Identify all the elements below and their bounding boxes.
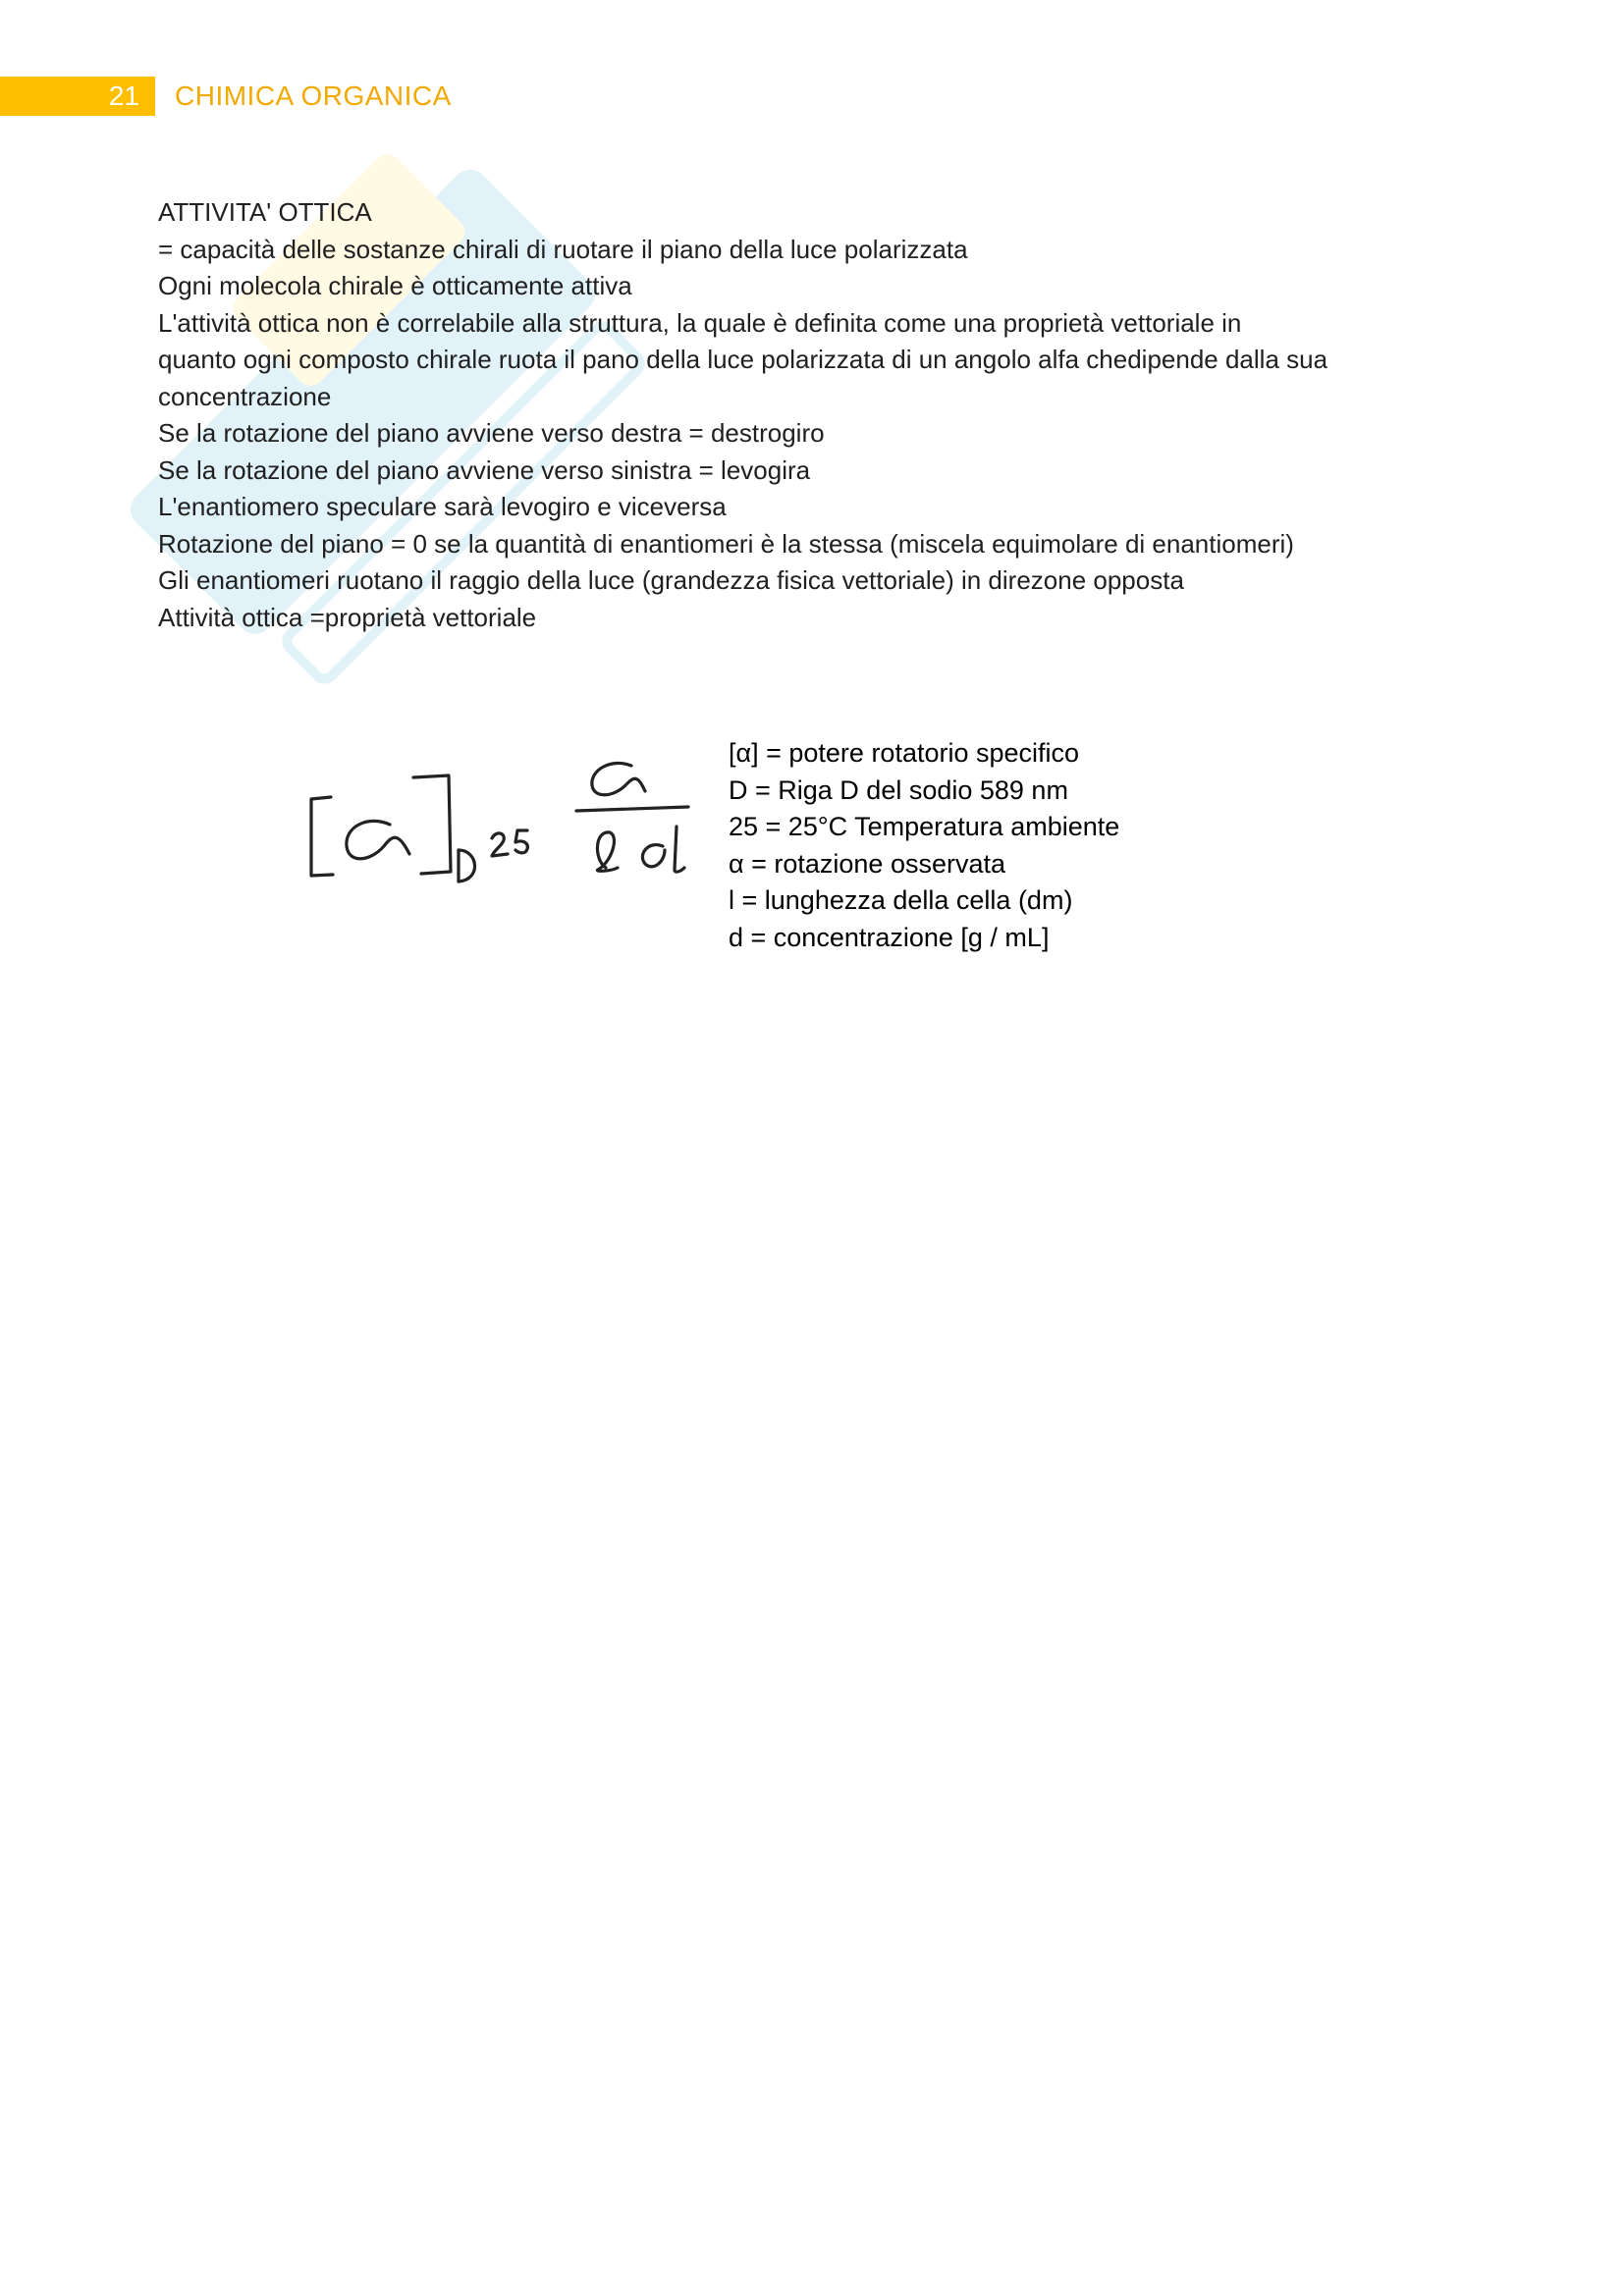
text-line: Se la rotazione del piano avviene verso destra = destrogiro [158, 418, 825, 448]
main-text-block [158, 194, 1454, 636]
text-line: L'attività ottica non è correlabile alla struttura, la quale è definita come una proprietà vettoriale in [158, 307, 1242, 338]
legend-item: [α] = potere rotatorio specifico [729, 738, 1080, 768]
text-line: concentrazione [158, 381, 332, 411]
legend-item: d = concentrazione [g / mL] [729, 922, 1050, 952]
text-line: quanto ogni composto chirale ruota il pano della luce polarizzata di un angolo alfa chedipende dalla sua [158, 345, 1328, 374]
text-line: Ogni molecola chirale è otticamente attiva [158, 271, 632, 300]
text-line: Attività ottica =proprietà vettoriale [158, 602, 537, 632]
section-heading: ATTIVITA' OTTICA [158, 197, 372, 227]
page-number: 21 [108, 80, 139, 111]
text-line: Gli enantiomeri ruotano il raggio della luce (grandezza fisica vettoriale) in direzone opposta [158, 565, 1184, 595]
formula-legend [729, 735, 1119, 956]
text-line: Se la rotazione del piano avviene verso sinistra = levogira [158, 454, 811, 485]
text-line: = capacità delle sostanze chirali di ruotare il piano della luce polarizzata [158, 234, 968, 264]
legend-item: α = rotazione osservata [729, 848, 1006, 879]
legend-item: 25 = 25°C Temperatura ambiente [729, 812, 1120, 841]
text-line: Rotazione del piano = 0 se la quantità di enantiomeri è la stessa (miscela equimolare di enantiomeri) [158, 528, 1294, 559]
legend-item: l = lunghezza della cella (dm) [729, 885, 1073, 915]
legend-item: D = Riga D del sodio 589 nm [729, 774, 1068, 805]
handwritten-specific-rotation-formula-icon [299, 756, 702, 903]
text-line: L'enantiomero speculare sarà levogiro e viceversa [158, 492, 727, 521]
running-header-title: CHIMICA ORGANICA [175, 80, 452, 111]
